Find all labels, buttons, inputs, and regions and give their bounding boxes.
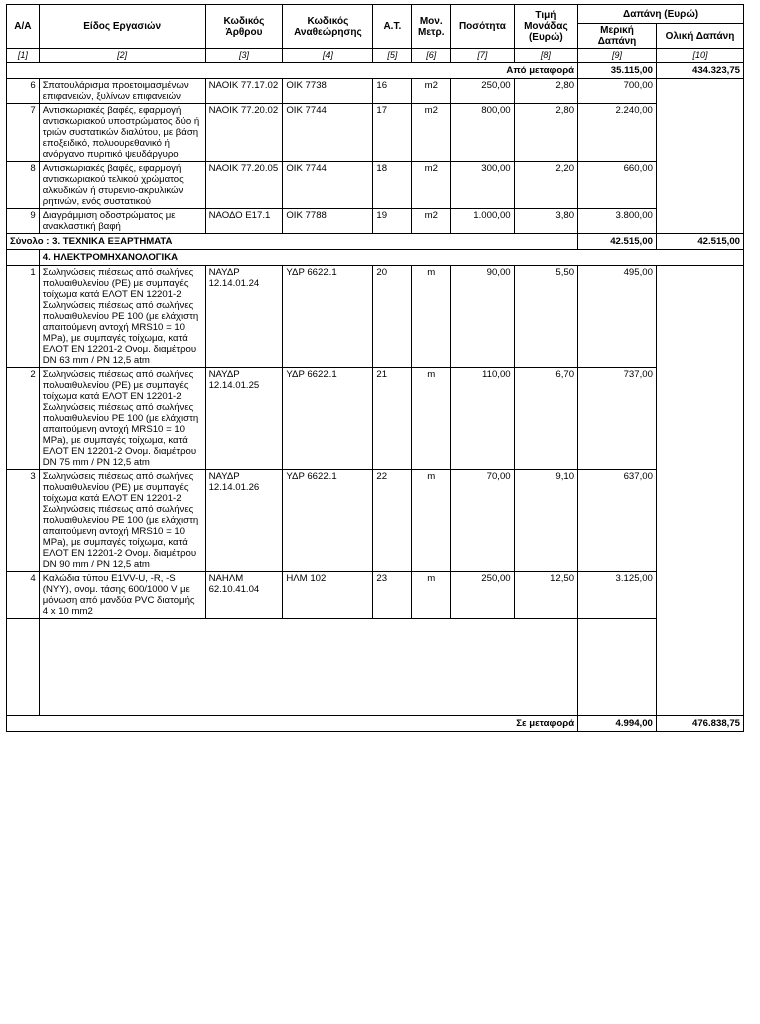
section-title: 4. ΗΛΕΚΤΡΟΜΗΧΑΝΟΛΟΓΙΚΑ: [39, 250, 743, 266]
row-desc: Αντισκωριακές βαφές, εφαρμογή αντισκωριακού υποστρώματος δύο ή τριών συστατικών διαλύτου, με βάση εποξειδικό, πολυουρεθανικό ή ανόργανο πυριτικό ψευδάργυρο: [39, 104, 205, 162]
subtotal-label: Σύνολο : 3. ΤΕΧΝΙΚΑ ΕΞΑΡΤΗΜΑΤΑ: [7, 234, 578, 250]
row-desc: Σωληνώσεις πιέσεως από σωλήνες πολυαιθυλενίου (PE) με συμπαγές τοίχωμα κατά ΕΛΟΤ ΕΝ 12201-2 Σωληνώσεις πιέσεως από σωλήνες πολυαιθυλενίου PE 100 (με ελάχιστη απαιτούμενη αντοχή MRS10 = 10 MPa), με συμπαγές τοίχωμα, κατά ΕΛΟΤ ΕΝ 12201-2 Ονομ. διαμέτρου DN 75 mm / PN 12,5 atm: [39, 368, 205, 470]
carry-in-oliki: 434.323,75: [656, 63, 743, 79]
row-mm: m2: [412, 79, 451, 104]
row-aa: 7: [7, 104, 40, 162]
row-oliki-empty: [656, 266, 743, 716]
row-qty: 90,00: [451, 266, 514, 368]
row-qty: 250,00: [451, 572, 514, 619]
row-arthro: ΝΑΥΔΡ 12.14.01.24: [205, 266, 283, 368]
row-desc: Καλώδια τύπου E1VV-U, -R, -S (NYY), ονομ. τάσης 600/1000 V με μόνωση από μανδύα PVC διατομής 4 x 10 mm2: [39, 572, 205, 619]
row-anath: ΟΙΚ 7738: [283, 79, 373, 104]
row-price: 2,80: [514, 79, 577, 104]
row-qty: 70,00: [451, 470, 514, 572]
row-meriki: 495,00: [578, 266, 657, 368]
header-oliki: Ολική Δαπάνη: [656, 24, 743, 49]
row-qty: 110,00: [451, 368, 514, 470]
subtotal-row: [7, 234, 744, 250]
row-mm: m2: [412, 209, 451, 234]
row-arthro: ΝΑΗΛΜ 62.10.41.04: [205, 572, 283, 619]
carry-out-meriki: 4.994,00: [578, 716, 657, 732]
header-timi: Τιμή Μονάδας (Ευρώ): [514, 5, 577, 49]
row-anath: ΥΔΡ 6622.1: [283, 266, 373, 368]
row-arthro: ΝΑΟΙΚ 77.20.02: [205, 104, 283, 162]
row-mm: m: [412, 470, 451, 572]
row-anath: ΟΙΚ 7788: [283, 209, 373, 234]
index-cell: [2]: [39, 49, 205, 63]
header-mon-metr: Μον. Μετρ.: [412, 5, 451, 49]
row-meriki: 3.800,00: [578, 209, 657, 234]
header-dapani: Δαπάνη (Ευρώ): [578, 5, 744, 24]
row-aa: 3: [7, 470, 40, 572]
index-cell: [1]: [7, 49, 40, 63]
row-qty: 1.000,00: [451, 209, 514, 234]
header-eidos: Είδος Εργασιών: [39, 5, 205, 49]
row-price: 6,70: [514, 368, 577, 470]
row-anath: ΟΙΚ 7744: [283, 162, 373, 209]
row-desc: Αντισκωριακές βαφές, εφαρμογή αντισκωριακού τελικού χρώματος αλκυδικών ή στυρενιο-ακρυλικών ρητινών, ενός συστατικού: [39, 162, 205, 209]
row-aa: 6: [7, 79, 40, 104]
row-meriki: 3.125,00: [578, 572, 657, 619]
row-at: 21: [373, 368, 412, 470]
row-arthro: ΝΑΟΙΚ 77.20.05: [205, 162, 283, 209]
row-desc: Σωληνώσεις πιέσεως από σωλήνες πολυαιθυλενίου (PE) με συμπαγές τοίχωμα κατά ΕΛΟΤ ΕΝ 12201-2 Σωληνώσεις πιέσεως από σωλήνες πολυαιθυλενίου PE 100 (με ελάχιστη απαιτούμενη αντοχή MRS10 = 10 MPa), με συμπαγές τοίχωμα, κατά ΕΛΟΤ ΕΝ 12201-2 Ονομ. διαμέτρου DN 63 mm / PN 12,5 atm: [39, 266, 205, 368]
row-price: 2,80: [514, 104, 577, 162]
index-cell: [5]: [373, 49, 412, 63]
table-row: [7, 79, 744, 104]
row-arthro: ΝΑΥΔΡ 12.14.01.25: [205, 368, 283, 470]
index-cell: [9]: [578, 49, 657, 63]
row-desc: Σωληνώσεις πιέσεως από σωλήνες πολυαιθυλενίου (PE) με συμπαγές τοίχωμα κατά ΕΛΟΤ ΕΝ 12201-2 Σωληνώσεις πιέσεως από σωλήνες πολυαιθυλενίου PE 100 (με ελάχιστη απαιτούμενη αντοχή MRS10 = 10 MPa), με συμπαγές τοίχωμα, κατά ΕΛΟΤ ΕΝ 12201-2 Ονομ. διαμέτρου DN 90 mm / PN 12,5 atm: [39, 470, 205, 572]
carry-in-label: Από μεταφορά: [7, 63, 578, 79]
carry-out-row: [7, 716, 744, 732]
cost-table: [6, 4, 744, 732]
carry-out-oliki: 476.838,75: [656, 716, 743, 732]
row-at: 22: [373, 470, 412, 572]
table-row: [7, 572, 744, 619]
index-cell: [8]: [514, 49, 577, 63]
row-qty: 800,00: [451, 104, 514, 162]
row-at: 18: [373, 162, 412, 209]
header-at: Α.Τ.: [373, 5, 412, 49]
row-meriki: 2.240,00: [578, 104, 657, 162]
row-desc: Διαγράμμιση οδοστρώματος με ανακλαστική βαφή: [39, 209, 205, 234]
index-cell: [6]: [412, 49, 451, 63]
row-anath: ΥΔΡ 6622.1: [283, 368, 373, 470]
blank-cell: [578, 619, 657, 716]
row-desc: Σπατουλάρισμα προετοιμασμένων επιφανειών, ξυλίνων επιφανειών: [39, 79, 205, 104]
row-anath: ΥΔΡ 6622.1: [283, 470, 373, 572]
index-cell: [4]: [283, 49, 373, 63]
header-kodikos-anatheorisis: Κωδικός Αναθεώρησης: [283, 5, 373, 49]
table-row: [7, 209, 744, 234]
blank-cell: [39, 619, 577, 716]
index-cell: [10]: [656, 49, 743, 63]
row-aa: 4: [7, 572, 40, 619]
carry-out-label: Σε μεταφορά: [7, 716, 578, 732]
row-mm: m: [412, 572, 451, 619]
row-mm: m2: [412, 104, 451, 162]
row-at: 23: [373, 572, 412, 619]
table-row: [7, 266, 744, 368]
blank-row: [7, 619, 744, 716]
header-meriki: Μερική Δαπάνη: [578, 24, 657, 49]
row-at: 16: [373, 79, 412, 104]
row-price: 2,20: [514, 162, 577, 209]
header-kodikos-arthrou: Κωδικός Άρθρου: [205, 5, 283, 49]
row-arthro: ΝΑΥΔΡ 12.14.01.26: [205, 470, 283, 572]
row-mm: m2: [412, 162, 451, 209]
table-row: [7, 470, 744, 572]
row-price: 12,50: [514, 572, 577, 619]
carry-in-meriki: 35.115,00: [578, 63, 657, 79]
row-anath: ΟΙΚ 7744: [283, 104, 373, 162]
blank-cell: [7, 619, 40, 716]
row-oliki-empty: [656, 79, 743, 234]
row-anath: ΗΛΜ 102: [283, 572, 373, 619]
subtotal-oliki: 42.515,00: [656, 234, 743, 250]
table-row: [7, 104, 744, 162]
row-meriki: 637,00: [578, 470, 657, 572]
index-row: [7, 49, 744, 63]
section-title-row: [7, 250, 744, 266]
row-arthro: ΝΑΟΙΚ 77.17.02: [205, 79, 283, 104]
index-cell: [3]: [205, 49, 283, 63]
row-aa: 8: [7, 162, 40, 209]
table-row: [7, 368, 744, 470]
header-row: [7, 5, 744, 24]
row-meriki: 737,00: [578, 368, 657, 470]
header-aa: Α/Α: [7, 5, 40, 49]
row-at: 17: [373, 104, 412, 162]
table-row: [7, 162, 744, 209]
carry-in-row: [7, 63, 744, 79]
row-aa: 2: [7, 368, 40, 470]
header-posotita: Ποσότητα: [451, 5, 514, 49]
row-aa: 1: [7, 266, 40, 368]
index-cell: [7]: [451, 49, 514, 63]
row-price: 9,10: [514, 470, 577, 572]
row-meriki: 700,00: [578, 79, 657, 104]
row-aa: 9: [7, 209, 40, 234]
row-price: 5,50: [514, 266, 577, 368]
row-mm: m: [412, 368, 451, 470]
row-qty: 250,00: [451, 79, 514, 104]
row-meriki: 660,00: [578, 162, 657, 209]
row-price: 3,80: [514, 209, 577, 234]
row-at: 19: [373, 209, 412, 234]
row-mm: m: [412, 266, 451, 368]
row-arthro: ΝΑΟΔΟ Ε17.1: [205, 209, 283, 234]
row-at: 20: [373, 266, 412, 368]
row-qty: 300,00: [451, 162, 514, 209]
subtotal-meriki: 42.515,00: [578, 234, 657, 250]
